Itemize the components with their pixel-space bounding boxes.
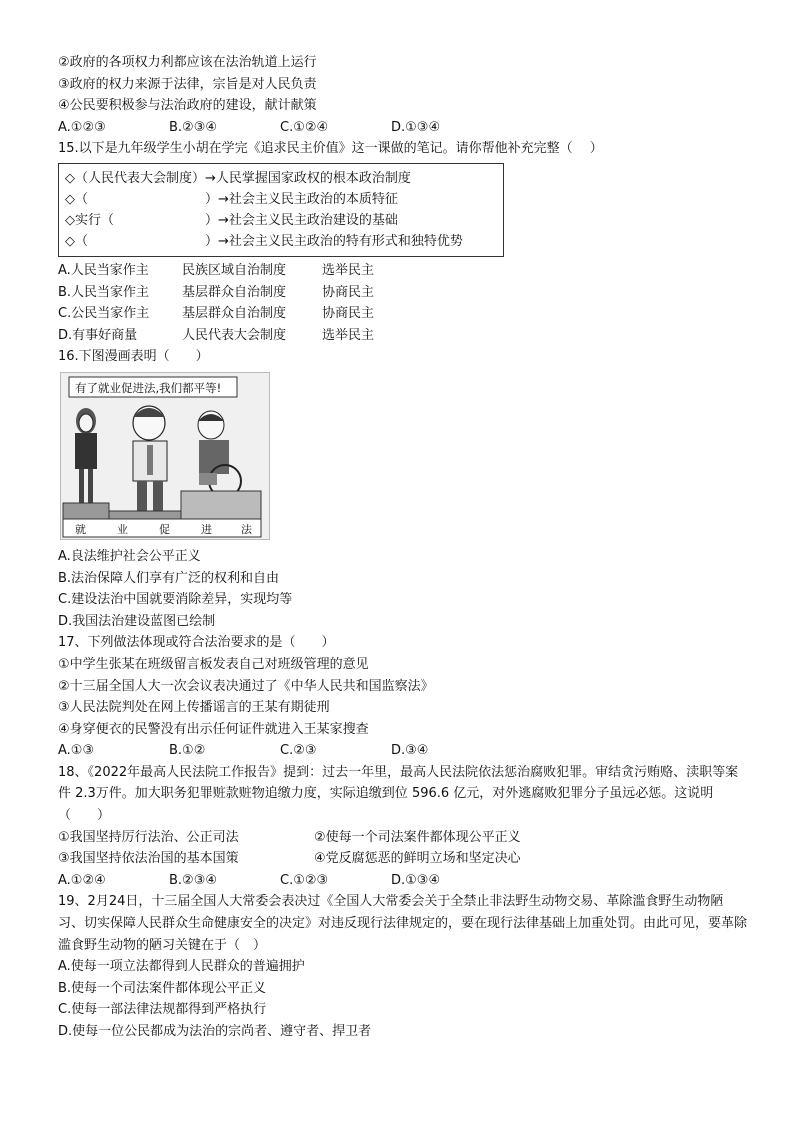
option-c[interactable]: C.②③ xyxy=(280,743,317,759)
q17-item: ③人民法院判处在网上传播谣言的王某有期徒刑 xyxy=(58,700,330,716)
q15-stem: 15.以下是九年级学生小胡在学完《追求民主价值》这一课做的笔记。请你帮他补充完整（ ） xyxy=(58,141,603,157)
q19-option-c[interactable]: C.使每一部法律法规都得到严格执行 xyxy=(58,1002,267,1018)
q14-item: ②政府的各项权力利都应该在法治轨道上运行 xyxy=(58,55,317,70)
cartoon-base-char: 就 xyxy=(75,522,86,536)
q15-option-c[interactable]: C.公民当家作主 基层群众自治制度 协商民主 xyxy=(58,306,375,322)
q17-item: ①中学生张某在班级留言板发表自己对班级管理的意见 xyxy=(58,656,369,672)
cartoon-base-char: 促 xyxy=(159,522,170,536)
q17-stem: 17、下列做法体现或符合法治要求的是（ ） xyxy=(58,635,335,651)
q19-option-d[interactable]: D.使每一位公民都成为法治的宗尚者、遵守者、捍卫者 xyxy=(58,1024,372,1039)
notes-line: ◇（ ）→社会主义民主政治的本质特征 xyxy=(65,191,398,207)
q18-items-row xyxy=(58,827,748,849)
option-d[interactable]: D.①③④ xyxy=(391,119,441,135)
option-b[interactable]: B.②③④ xyxy=(169,872,218,888)
q15-option-d[interactable]: D.有事好商量 人民代表大会制度 选举民主 xyxy=(58,327,375,343)
q16-option-b[interactable]: B.法治保障人们享有广泛的权利和自由 xyxy=(58,570,280,586)
cartoon-base-char: 法 xyxy=(241,522,252,536)
q18-item: ①我国坚持厉行法治、公正司法 xyxy=(58,829,239,845)
notes-line: ◇实行（ ）→社会主义民主政治建设的基础 xyxy=(65,212,398,228)
q16-option-c[interactable]: C.建设法治中国就要消除差异，实现均等 xyxy=(58,592,293,608)
option-a[interactable]: A.①②③ xyxy=(58,119,106,135)
q17-item: ④身穿便衣的民警没有出示任何证件就进入王某家搜查 xyxy=(58,721,369,737)
option-c[interactable]: C.①②④ xyxy=(280,119,329,135)
option-b[interactable]: B.②③④ xyxy=(169,119,218,135)
q18-items-row xyxy=(58,848,748,870)
q18-item: ④党反腐惩恶的鲜明立场和坚定决心 xyxy=(314,851,521,867)
cartoon-base-char: 进 xyxy=(201,522,212,536)
cartoon-image xyxy=(60,372,270,540)
option-d[interactable]: D.③④ xyxy=(391,743,429,759)
q15-option-b[interactable]: B.人民当家作主 基层群众自治制度 协商民主 xyxy=(58,284,375,300)
notes-line: ◇（ ）→社会主义民主政治的特有形式和独特优势 xyxy=(65,233,463,249)
q14-item: ③政府的权力来源于法律，宗旨是对人民负责 xyxy=(58,76,317,92)
q16-stem: 16.下图漫画表明（ ） xyxy=(58,349,209,365)
q14-options xyxy=(58,117,748,139)
q18-stem: 18、《2022年最高人民法院工作报告》提到：过去一年里，最高人民法院依法惩治腐败犯罪。审结贪污贿赂、渎职等案件 2.3万件。加大职务犯罪赃款赃物追缴力度，实际追缴到位 596.6 亿元，对外逃腐败犯罪分子虽远必惩。这说明（ ） xyxy=(58,764,739,824)
q17-item: ②十三届全国人大一次会议表决通过了《中华人民共和国监察法》 xyxy=(58,678,434,694)
option-d[interactable]: D.①③④ xyxy=(391,872,441,888)
option-a[interactable]: A.①②④ xyxy=(58,872,106,888)
q19-option-b[interactable]: B.使每一个司法案件都体现公平正义 xyxy=(58,980,267,996)
exam-page xyxy=(58,52,748,1043)
q18-item: ②使每一个司法案件都体现公平正义 xyxy=(314,829,521,845)
option-a[interactable]: A.①③ xyxy=(58,743,95,759)
option-b[interactable]: B.①② xyxy=(169,743,206,759)
q15-notes-box xyxy=(58,163,504,257)
q17-options xyxy=(58,740,748,762)
q18-item: ③我国坚持依法治国的基本国策 xyxy=(58,851,239,867)
notes-line: ◇（人民代表大会制度）→人民掌握国家政权的根本政治制度 xyxy=(65,170,411,186)
q14-item: ④公民要积极参与法治政府的建设，献计献策 xyxy=(58,98,317,114)
q18-options xyxy=(58,870,748,892)
q16-option-d[interactable]: D.我国法治建设蓝图已绘制 xyxy=(58,613,216,629)
q19-stem: 19、2月24日，十三届全国人大常委会表决过《全国人大常委会关于全禁止非法野生动物交易、革除滥食野生动物陋习、切实保障人民群众生命健康安全的决定》对违反现行法律规定的，要在现行法律基础上加重处罚。由此可见，要革除滥食野生动物的陋习关键在于（ ） xyxy=(58,894,748,953)
option-c[interactable]: C.①②③ xyxy=(280,872,329,888)
q16-option-a[interactable]: A.良法维护社会公平正义 xyxy=(58,548,201,564)
cartoon-base-char: 业 xyxy=(117,522,128,536)
q15-option-a[interactable]: A.人民当家作主 民族区域自治制度 选举民主 xyxy=(58,262,375,278)
q19-option-a[interactable]: A.使每一项立法都得到人民群众的普遍拥护 xyxy=(58,959,305,975)
cartoon-caption: 有了就业促进法,我们都平等! xyxy=(75,380,222,395)
